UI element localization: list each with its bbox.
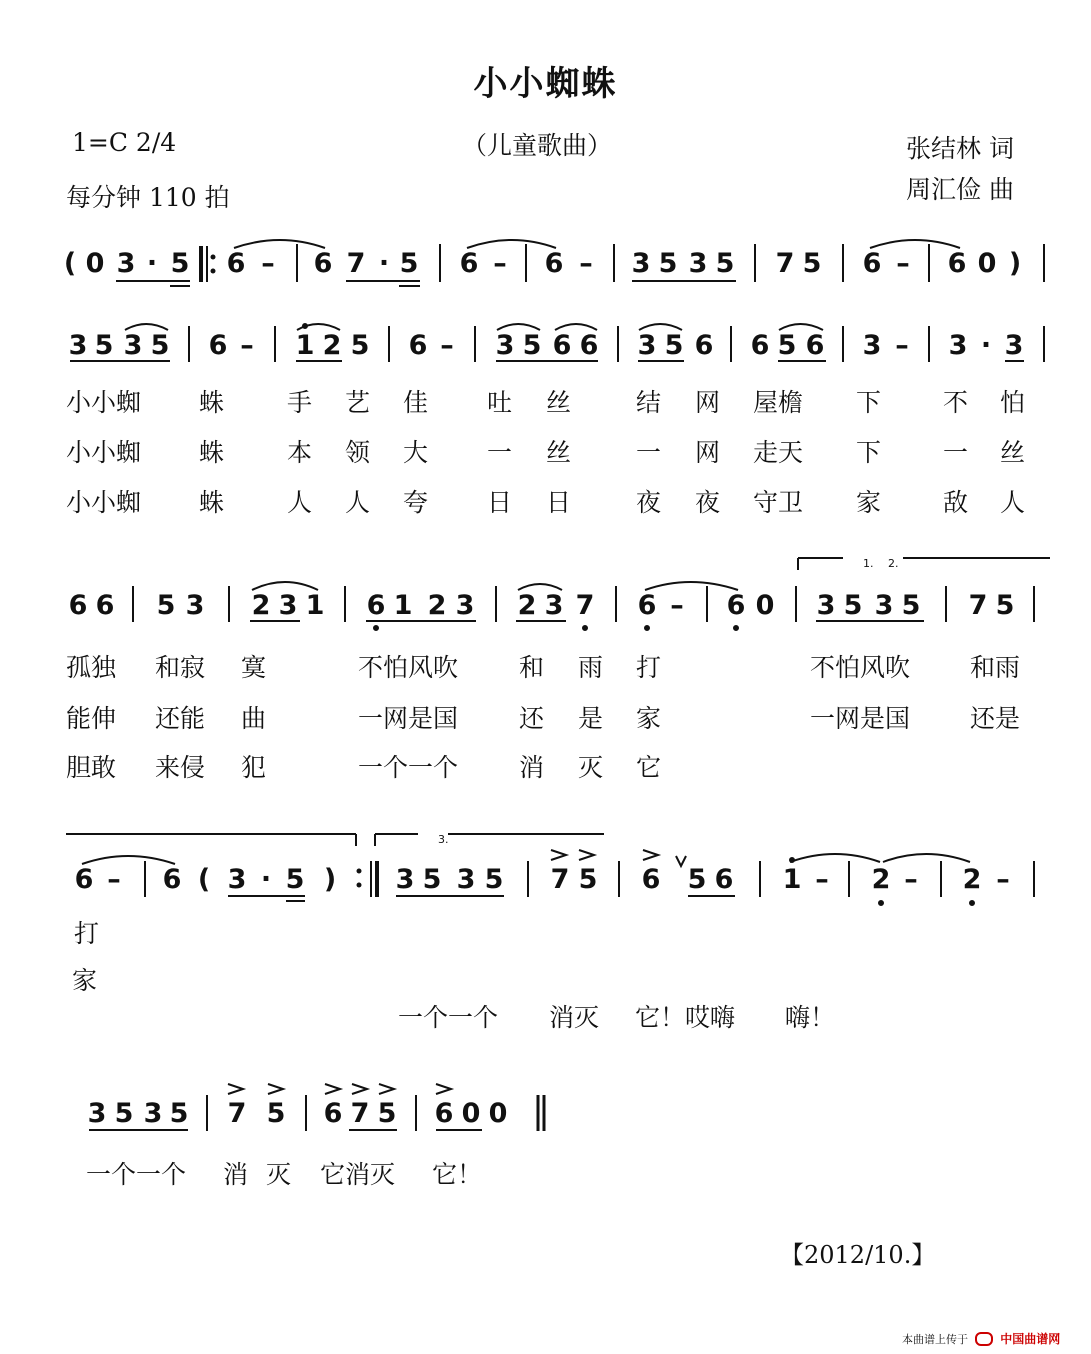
note: – (996, 864, 1010, 895)
lyric-syllable: 和雨 (970, 653, 1021, 682)
note: ( (63, 248, 77, 279)
note: 0 (977, 248, 997, 279)
lyric-syllable: 曲 (241, 704, 267, 733)
footer-upload-prefix: 本曲谱上传于 (902, 1333, 968, 1346)
note: 2 (427, 590, 447, 621)
note: 0 (85, 248, 105, 279)
lyric-syllable: 蛛 (199, 388, 225, 417)
note: · (980, 330, 992, 361)
note: 6 (208, 330, 228, 361)
lyric-syllable: 敌 (943, 488, 969, 517)
note: 3 (816, 590, 836, 621)
note: 5 (522, 330, 542, 361)
lyric-syllable: 和寂 (155, 653, 206, 682)
note: 5 (285, 864, 305, 895)
note: 5 (658, 248, 678, 279)
song-subtitle: （儿童歌曲） (462, 131, 613, 160)
lyric-syllable: 灭 (578, 753, 604, 782)
lyric-syllable: 夸 (403, 488, 429, 517)
lyric-syllable: 艺 (345, 388, 371, 417)
note: 5 (150, 330, 170, 361)
note: 6 (714, 864, 734, 895)
lyric-syllable: 领 (345, 438, 371, 467)
note: 6 (694, 330, 714, 361)
note: 6 (434, 1098, 454, 1129)
lyric-syllable: 下 (856, 388, 882, 417)
note: 5 (377, 1098, 397, 1129)
lyric-syllable: 夜 (695, 488, 721, 517)
lyric-syllable: 日 (546, 488, 572, 517)
note: 7 (775, 248, 795, 279)
lyric-syllable: 来侵 (155, 753, 206, 782)
note: 7 (968, 590, 988, 621)
lyric-syllable: 灭 (266, 1160, 292, 1189)
note: – (815, 864, 829, 895)
note: – (440, 330, 454, 361)
note: 7 (550, 864, 570, 895)
lyric-syllable: 怕 (1000, 388, 1026, 417)
composer-credit: 周汇俭 曲 (906, 175, 1014, 204)
note: 6 (74, 864, 94, 895)
note: 5 (901, 590, 921, 621)
note: ( (197, 864, 211, 895)
note: 6 (750, 330, 770, 361)
lyric-syllable: 人 (1000, 488, 1026, 517)
note: 5 (687, 864, 707, 895)
lyric-syllable: 是 (578, 704, 604, 733)
lyric-syllable: 雨 (578, 653, 604, 682)
lyricist-credit: 张结林 词 (906, 134, 1014, 163)
note: 5 (399, 248, 419, 279)
lyric-syllable: 丝 (1000, 438, 1026, 467)
note: 3 (456, 864, 476, 895)
date-stamp: 【2012/10.】 (780, 1241, 936, 1269)
note: · (260, 864, 272, 895)
lyric-syllable: 它！哎嗨 (635, 1003, 736, 1032)
note: 6 (552, 330, 572, 361)
note: – (261, 248, 275, 279)
note: 3 (688, 248, 708, 279)
note: 3 (544, 590, 564, 621)
lyric-syllable: 不怕风吹 (810, 653, 911, 682)
note: – (670, 590, 684, 621)
note: 3 (395, 864, 415, 895)
note: 3 (87, 1098, 107, 1129)
note: 6 (459, 248, 479, 279)
note: 6 (637, 590, 657, 621)
volta-first: 1. (863, 557, 874, 570)
song-title: 小小蜘蛛 (473, 64, 618, 104)
lyric-syllable: 一 (943, 438, 969, 467)
note: 5 (266, 1098, 286, 1129)
note: 1 (393, 590, 413, 621)
lyric-syllable: 寞 (241, 653, 267, 682)
tempo-marking: 每分钟 110 拍 (66, 183, 230, 212)
lyric-syllable: 丝 (546, 388, 572, 417)
note: ) (1008, 248, 1022, 279)
lyric-syllable: 人 (345, 488, 371, 517)
lyric-syllable: 一网是国 (810, 704, 911, 733)
note: 2 (517, 590, 537, 621)
lyric-syllable: 不怕风吹 (358, 653, 459, 682)
note: 6 (641, 864, 661, 895)
lyric-line4-verse1: 打 (74, 919, 100, 948)
note: 3 (631, 248, 651, 279)
note: 5 (170, 248, 190, 279)
site-logo-icon (975, 1332, 993, 1346)
note: 0 (461, 1098, 481, 1129)
lyric-syllable: 犯 (241, 753, 267, 782)
lyric-syllable: 手 (287, 388, 313, 417)
note: 5 (995, 590, 1015, 621)
note: 6 (323, 1098, 343, 1129)
note: 3 (227, 864, 247, 895)
volta-second: 2. (888, 557, 899, 570)
note: 6 (726, 590, 746, 621)
note: 2 (962, 864, 982, 895)
note: 6 (366, 590, 386, 621)
note: 3 (143, 1098, 163, 1129)
note: 3 (185, 590, 205, 621)
note: 6 (226, 248, 246, 279)
note: 3 (278, 590, 298, 621)
footer-credit (902, 1328, 1060, 1347)
lyric-syllable: 蛛 (199, 488, 225, 517)
lyric-syllable: 孤独 (66, 653, 117, 682)
lyric-syllable: 蛛 (199, 438, 225, 467)
note: 5 (578, 864, 598, 895)
note: 3 (495, 330, 515, 361)
note: 5 (802, 248, 822, 279)
lyric-syllable: 能伸 (66, 704, 117, 733)
note: 0 (755, 590, 775, 621)
note: 3 (68, 330, 88, 361)
note: 5 (715, 248, 735, 279)
lyric-syllable: 和 (519, 653, 545, 682)
lyric-line4-verse2: 家 (72, 966, 98, 995)
note: 5 (777, 330, 797, 361)
note: ) (323, 864, 337, 895)
note: 3 (862, 330, 882, 361)
lyric-syllable: 下 (856, 438, 882, 467)
note: 6 (162, 864, 182, 895)
lyric-syllable: 还能 (155, 704, 206, 733)
note: 5 (422, 864, 442, 895)
note: – (579, 248, 593, 279)
lyric-syllable: 一个一个 (86, 1160, 187, 1189)
note: 3 (874, 590, 894, 621)
lyric-syllable: 本 (287, 438, 313, 467)
lyric-syllable: 消灭 (549, 1003, 600, 1032)
note: 5 (156, 590, 176, 621)
note: 0 (488, 1098, 508, 1129)
lyric-syllable: 消 (223, 1160, 249, 1189)
lyric-syllable: 佳 (403, 388, 429, 417)
note: 6 (805, 330, 825, 361)
note: 5 (350, 330, 370, 361)
lyric-syllable: 日 (487, 488, 513, 517)
note: 3 (637, 330, 657, 361)
note: 2 (871, 864, 891, 895)
note: – (107, 864, 121, 895)
lyric-syllable: 一个一个 (398, 1003, 499, 1032)
note: 6 (544, 248, 564, 279)
lyric-syllable: 小小蜘 (66, 388, 142, 417)
lyric-syllable: 一网是国 (358, 704, 459, 733)
note: 5 (94, 330, 114, 361)
lyric-syllable: 网 (695, 388, 721, 417)
note: 5 (114, 1098, 134, 1129)
lyric-syllable: 小小蜘 (66, 488, 142, 517)
note: 6 (408, 330, 428, 361)
lyric-syllable: 大 (403, 438, 429, 467)
lyric-syllable: 走天 (753, 438, 804, 467)
note: 3 (116, 248, 136, 279)
lyric-syllable: 一个一个 (358, 753, 459, 782)
lyric-syllable: 还 (519, 704, 545, 733)
note: 7 (227, 1098, 247, 1129)
note: 1 (295, 330, 315, 361)
note: – (904, 864, 918, 895)
note: 6 (947, 248, 967, 279)
note: 7 (346, 248, 366, 279)
lyric-syllable: 丝 (546, 438, 572, 467)
note: 5 (169, 1098, 189, 1129)
note: – (493, 248, 507, 279)
note: 6 (862, 248, 882, 279)
lyric-syllable: 它 (636, 753, 662, 782)
lyric-syllable: 守卫 (753, 488, 804, 517)
note: 5 (664, 330, 684, 361)
lyric-syllable: 消 (519, 753, 545, 782)
lyric-syllable: 一 (487, 438, 513, 467)
lyric-syllable: 还是 (970, 704, 1021, 733)
lyric-syllable: 胆敢 (66, 753, 117, 782)
note: 2 (251, 590, 271, 621)
note: 3 (455, 590, 475, 621)
lyric-syllable: 不 (943, 388, 969, 417)
lyric-syllable: 小小蜘 (66, 438, 142, 467)
lyric-syllable: 它！ (432, 1160, 483, 1189)
lyric-syllable: 打 (636, 653, 662, 682)
lyric-syllable: 结 (636, 388, 662, 417)
lyric-syllable: 嗨！ (785, 1003, 836, 1032)
note: 5 (484, 864, 504, 895)
note: – (240, 330, 254, 361)
note: 6 (579, 330, 599, 361)
lyric-syllable: 屋檐 (753, 388, 804, 417)
note: · (378, 248, 390, 279)
volta-third: 3. (438, 833, 449, 846)
note: 6 (68, 590, 88, 621)
note: 5 (843, 590, 863, 621)
lyric-syllable: 家 (856, 488, 882, 517)
lyric-syllable: 人 (287, 488, 313, 517)
note: 3 (948, 330, 968, 361)
note: 3 (1004, 330, 1024, 361)
note: 2 (322, 330, 342, 361)
lyric-syllable: 家 (636, 704, 662, 733)
note: 7 (575, 590, 595, 621)
key-time-signature: 1=C 2/4 (72, 128, 177, 157)
note: 6 (313, 248, 333, 279)
note: 1 (305, 590, 325, 621)
note: 3 (123, 330, 143, 361)
lyric-syllable: 一 (636, 438, 662, 467)
note: 6 (95, 590, 115, 621)
note: – (895, 330, 909, 361)
lyric-syllable: 夜 (636, 488, 662, 517)
lyric-syllable: 网 (695, 438, 721, 467)
lyric-syllable: 吐 (487, 388, 513, 417)
note: 7 (350, 1098, 370, 1129)
lyric-syllable: 它消灭 (320, 1160, 396, 1189)
note: · (146, 248, 158, 279)
footer-site-name[interactable]: 中国曲谱网 (1000, 1332, 1061, 1346)
note: – (896, 248, 910, 279)
note: 1 (782, 864, 802, 895)
